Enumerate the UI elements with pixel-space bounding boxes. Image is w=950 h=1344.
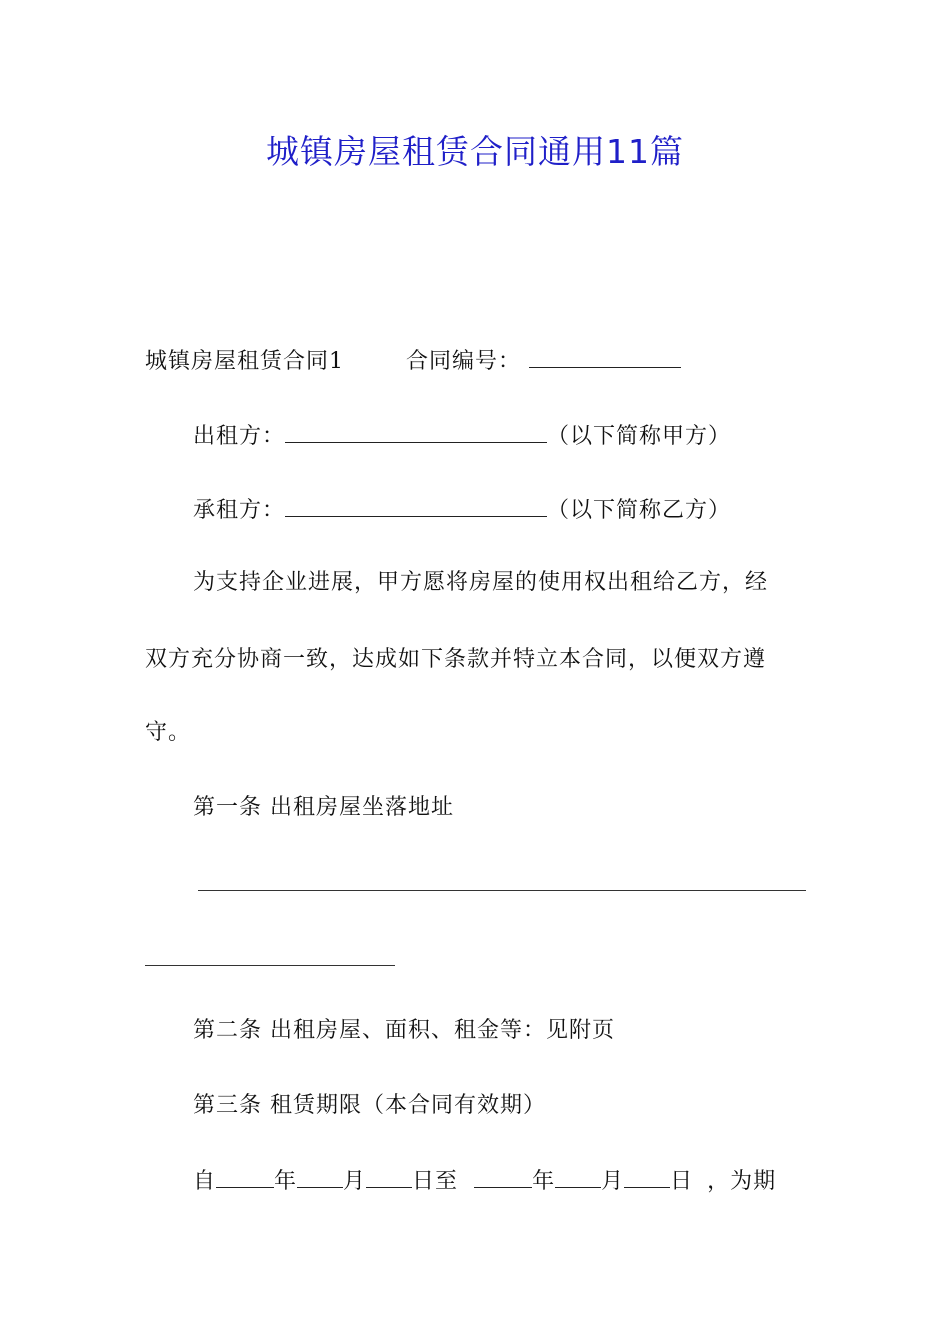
lessee-blank[interactable] [285,494,547,517]
end-month-blank[interactable] [555,1165,601,1188]
intro-line-2: 双方充分协商一致，达成如下条款并特立本合同，以便双方遵 [145,647,767,672]
article-2: 第二条 出租房屋、面积、租金等：见附页 [193,1018,615,1043]
document-title: 城镇房屋租赁合同通用11篇 [266,132,684,171]
article-1: 第一条 出租房屋坐落地址 [193,795,454,820]
term-month-2: 月 [601,1169,625,1194]
lessor-blank[interactable] [285,420,547,443]
start-year-blank[interactable] [216,1165,274,1188]
lessee-suffix: （以下简称乙方） [547,498,732,523]
address-blank-line-2[interactable] [145,965,395,966]
term-year-2: 年 [532,1169,556,1194]
start-month-blank[interactable] [297,1165,343,1188]
lessor-row [193,420,731,452]
intro-line-3: 守。 [145,720,192,745]
lessee-label: 承租方： [193,498,286,523]
lessee-row [193,494,731,526]
contract-heading: 城镇房屋租赁合同1 [145,349,344,374]
term-year: 年 [274,1169,298,1194]
article-3: 第三条 租赁期限（本合同有效期） [193,1093,546,1118]
end-day-blank[interactable] [624,1165,670,1188]
lessor-label: 出租方： [193,424,286,449]
lessor-suffix: （以下简称甲方） [547,424,732,449]
term-day-2: 日 [670,1169,694,1194]
term-tail: ，为期 [707,1169,777,1194]
contract-heading-row [145,345,681,377]
start-day-blank[interactable] [366,1165,412,1188]
end-year-blank[interactable] [474,1165,532,1188]
term-from: 自 [193,1169,217,1194]
contract-no-label: 合同编号： [406,349,522,374]
intro-line-1: 为支持企业进展，甲方愿将房屋的使用权出租给乙方，经 [193,570,769,595]
term-row [193,1165,776,1197]
contract-no-blank[interactable] [529,345,681,368]
term-month: 月 [343,1169,367,1194]
address-blank-line-1[interactable] [198,890,806,891]
term-day-to: 日至 [412,1169,459,1194]
